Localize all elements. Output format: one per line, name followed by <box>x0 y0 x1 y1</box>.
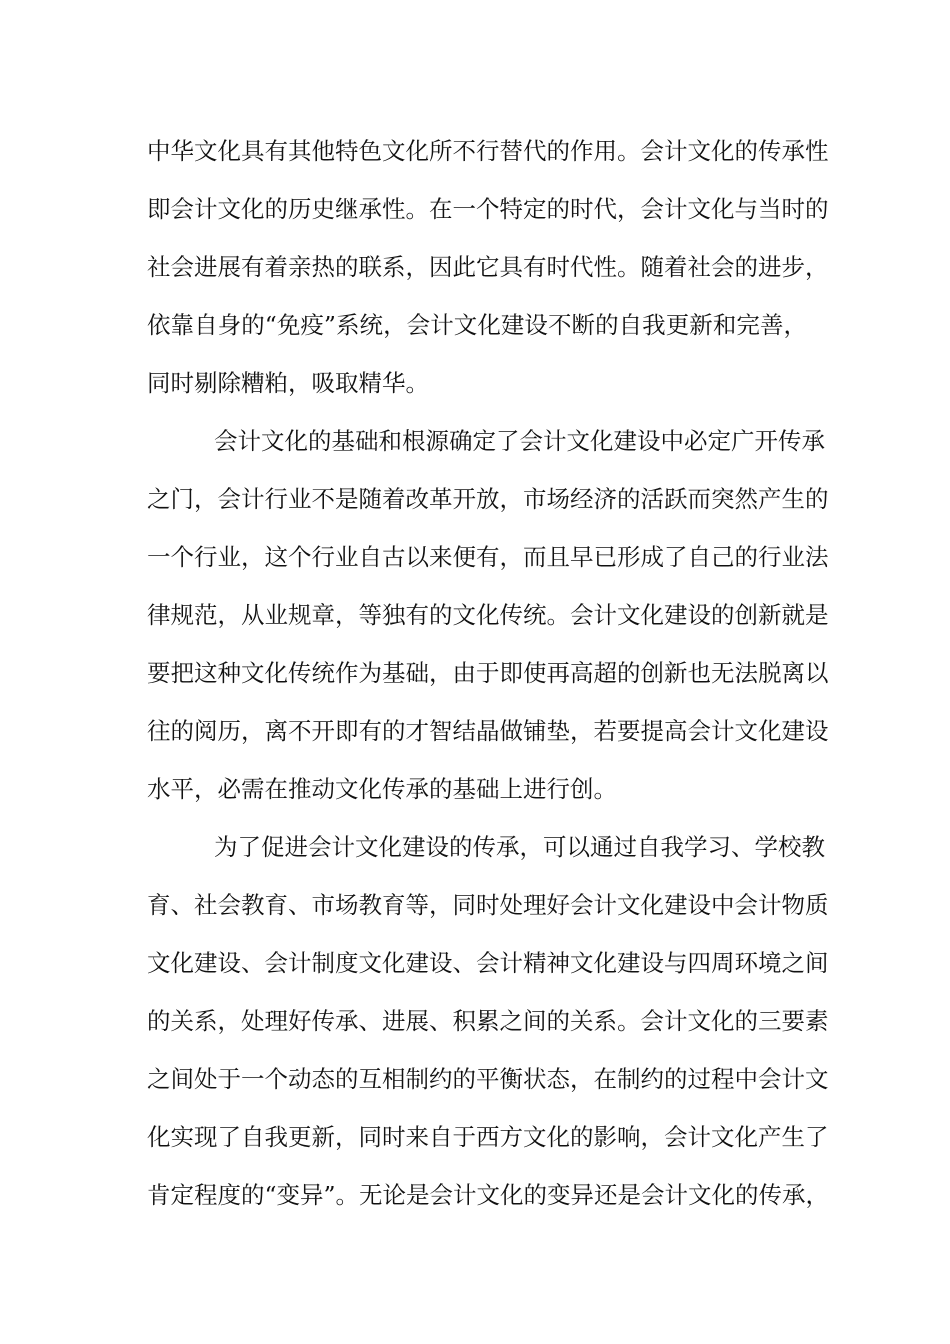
text-line: 依靠自身的“免疫”系统，会计文化建设不断的自我更新和完善， <box>147 311 807 339</box>
paragraph-first-line: 为了促进会计文化建设的传承，可以通过自我学习、学校教 <box>214 833 825 861</box>
text-line: 水平，必需在推动文化传承的基础上进行创。 <box>147 775 617 803</box>
text-line: 中华文化具有其他特色文化所不行替代的作用。会计文化的传承性 <box>147 137 829 165</box>
text-line: 即会计文化的历史继承性。在一个特定的时代，会计文化与当时的 <box>147 195 829 223</box>
text-line: 之间处于一个动态的互相制约的平衡状态，在制约的过程中会计文 <box>147 1065 829 1093</box>
text-line: 律规范，从业规章，等独有的文化传统。会计文化建设的创新就是 <box>147 601 829 629</box>
text-line: 肯定程度的“变异”。无论是会计文化的变异还是会计文化的传承， <box>147 1181 830 1209</box>
text-line: 之门，会计行业不是随着改革开放，市场经济的活跃而突然产生的 <box>147 485 829 513</box>
text-line: 文化建设、会计制度文化建设、会计精神文化建设与四周环境之间 <box>147 949 829 977</box>
text-line: 育、社会教育、市场教育等，同时处理好会计文化建设中会计物质 <box>147 891 829 919</box>
paragraph-first-line: 会计文化的基础和根源确定了会计文化建设中必定广开传承 <box>214 427 825 455</box>
text-line: 往的阅历，离不开即有的才智结晶做铺垫，若要提高会计文化建设 <box>147 717 829 745</box>
text-line: 化实现了自我更新，同时来自于西方文化的影响，会计文化产生了 <box>147 1123 829 1151</box>
text-line: 的关系，处理好传承、进展、积累之间的关系。会计文化的三要素 <box>147 1007 829 1035</box>
text-line: 社会进展有着亲热的联系，因此它具有时代性。随着社会的进步， <box>147 253 829 281</box>
text-line: 要把这种文化传统作为基础，由于即使再高超的创新也无法脱离以 <box>147 659 829 687</box>
text-line: 一个行业，这个行业自古以来便有，而且早已形成了自己的行业法 <box>147 543 829 571</box>
text-line: 同时剔除糟粕，吸取精华。 <box>147 369 429 397</box>
